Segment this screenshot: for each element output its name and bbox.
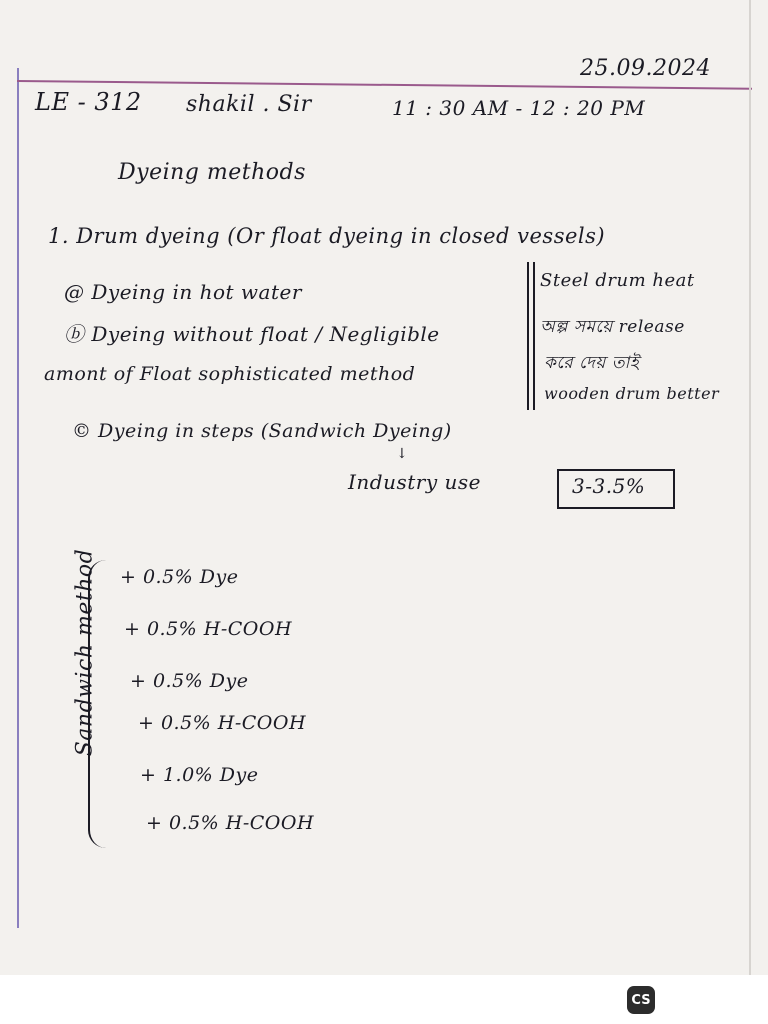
industry-use-note: Industry use — [348, 470, 481, 494]
date: 25.09.2024 — [580, 56, 711, 81]
page-title: Dyeing methods — [118, 160, 306, 185]
page-edge — [749, 0, 751, 975]
item-drum-dyeing: 1. Drum dyeing (Or float dyeing in closed vessels) — [48, 224, 606, 248]
class-time: 11 : 30 AM - 12 : 20 PM — [392, 96, 646, 120]
margin-line — [17, 68, 19, 928]
down-arrow-icon: ↓ — [396, 446, 408, 462]
percentage-value: 3-3.5% — [572, 474, 646, 498]
sandwich-method-label: Sandwich method — [72, 548, 98, 757]
sub-item-b-continued: amont of Float sophisticated method — [44, 363, 416, 385]
sandwich-step-6: + 0.5% H-COOH — [146, 812, 315, 834]
sandwich-step-4: + 0.5% H-COOH — [138, 712, 307, 734]
side-note-line-1: Steel drum heat — [540, 270, 695, 291]
sandwich-step-1: + 0.5% Dye — [120, 566, 239, 588]
teacher-name: shakil . Sir — [186, 92, 312, 117]
sandwich-brace — [88, 560, 120, 848]
side-note-line-4: wooden drum better — [544, 384, 720, 403]
camscanner-logo: CS — [627, 986, 655, 1014]
sub-item-b: ⓑ Dyeing without float / Negligible — [64, 322, 440, 346]
sandwich-step-2: + 0.5% H-COOH — [124, 618, 293, 640]
sandwich-step-5: + 1.0% Dye — [140, 764, 259, 786]
divider-bar-right — [533, 262, 535, 410]
sub-item-a: @ Dyeing in hot water — [64, 280, 302, 304]
side-note-line-3: করে দেয় তাই — [544, 353, 640, 373]
course-code: LE - 312 — [35, 88, 142, 116]
side-note-line-2: অল্প সময়ে release — [540, 317, 685, 337]
sandwich-step-3: + 0.5% Dye — [130, 670, 249, 692]
sub-item-c: © Dyeing in steps (Sandwich Dyeing) — [72, 420, 452, 442]
divider-bar-left — [527, 262, 529, 410]
